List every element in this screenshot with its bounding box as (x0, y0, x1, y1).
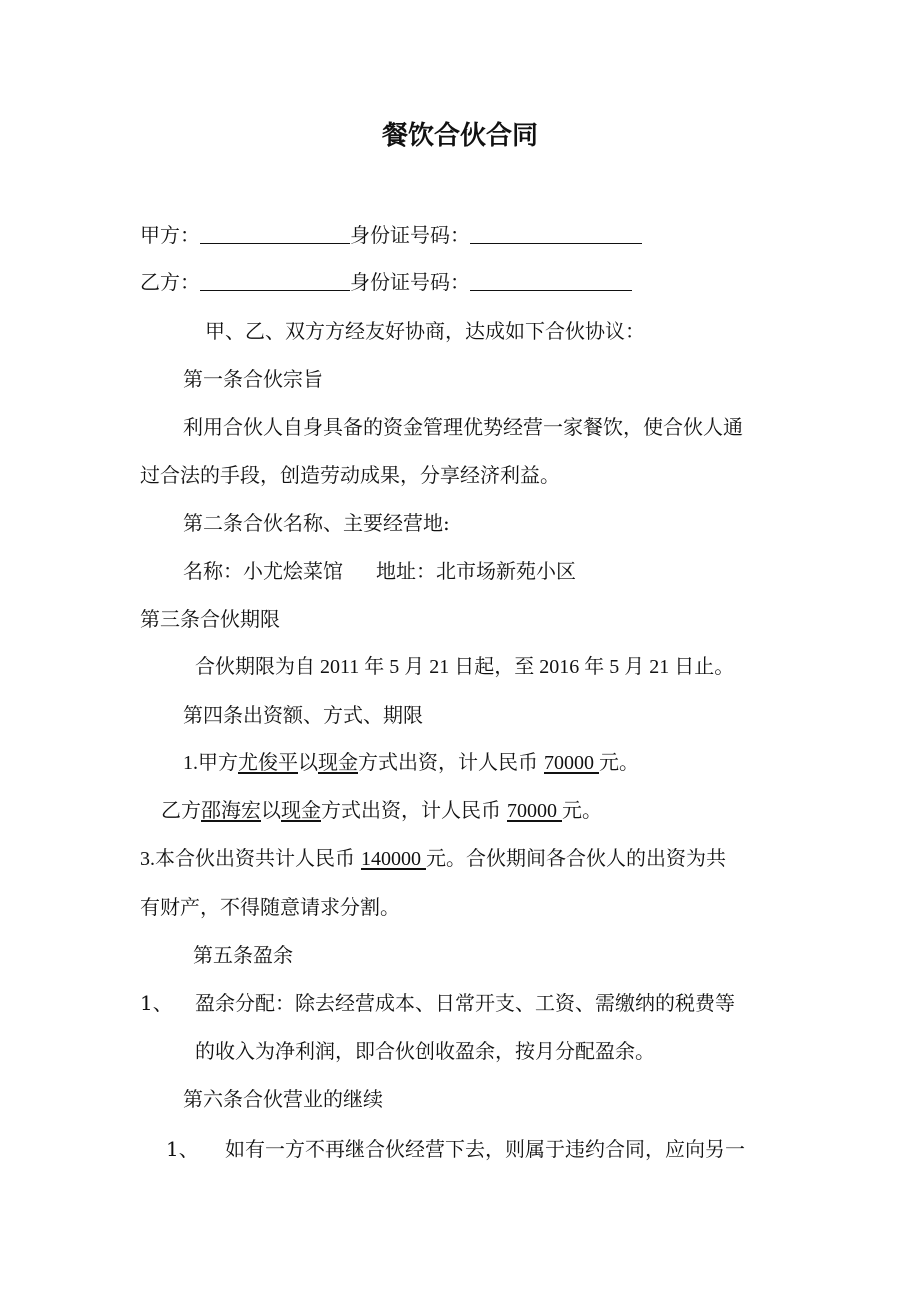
party-b-line (140, 270, 632, 294)
item-1-connector: 以 (298, 752, 318, 774)
party-b-id-blank (470, 270, 632, 291)
party-a-contribution-amount: 70000 (544, 752, 599, 774)
party-a-id-label: 身份证号码： (350, 223, 470, 247)
item-2-connector: 以 (261, 800, 281, 822)
business-address-label: 地址： (376, 559, 436, 583)
article-5-item-1-number: 1、 (140, 991, 173, 1015)
article-4-item-3-line1 (140, 847, 726, 871)
party-a-line (140, 223, 642, 247)
item-1-prefix: 1.甲方 (183, 752, 238, 774)
item-2-mid-text: 方式出资，计人民币 (321, 800, 501, 822)
party-a-contribution-method: 现金 (318, 752, 358, 774)
business-name-value: 小尤烩菜馆 (243, 559, 343, 583)
article-6-item-1-number: 1、 (166, 1137, 199, 1161)
article-3-text: 合伙期限为自 2011 年 5 月 21 日起，至 2016 年 5 月 21 日止。 (195, 656, 735, 678)
party-b-partner-name: 邵海宏 (201, 800, 261, 822)
article-1-heading: 第一条合伙宗旨 (183, 367, 323, 391)
total-contribution-amount: 140000 (361, 848, 426, 870)
article-1-text-line1: 利用合伙人自身具备的资金管理优势经营一家餐饮，使合伙人通 (183, 415, 743, 439)
business-name-label: 名称： (183, 559, 243, 583)
item-2-suffix: 元。 (562, 800, 602, 822)
article-3-heading: 第三条合伙期限 (140, 607, 280, 631)
article-1-text-line2: 过合法的手段，创造劳动成果，分享经济利益。 (140, 463, 560, 487)
party-a-id-blank (470, 223, 642, 244)
article-4-item-1 (183, 751, 639, 775)
intro-paragraph: 甲、乙、双方方经友好协商，达成如下合伙协议： (205, 319, 645, 343)
item-1-mid-text: 方式出资，计人民币 (358, 752, 538, 774)
item-3-suffix: 元。合伙期间各合伙人的出资为共 (426, 848, 726, 870)
article-5-item-1-line2: 的收入为净利润，即合伙创收盈余，按月分配盈余。 (195, 1039, 655, 1063)
article-6-item-1-line1: 如有一方不再继合伙经营下去，则属于违约合同，应向另一 (225, 1137, 745, 1161)
article-5-heading: 第五条盈余 (193, 943, 293, 967)
article-4-item-2 (161, 799, 602, 823)
item-2-prefix: 乙方 (161, 800, 201, 822)
party-b-contribution-amount: 70000 (507, 800, 562, 822)
party-b-id-label: 身份证号码： (350, 270, 470, 294)
article-2-heading: 第二条合伙名称、主要经营地: (183, 511, 450, 535)
article-6-heading: 第六条合伙营业的继续 (183, 1087, 383, 1111)
document-title: 餐饮合伙合同 (381, 121, 538, 151)
party-b-name-blank (200, 270, 350, 291)
article-2-details (183, 559, 576, 583)
party-b-label: 乙方： (140, 270, 200, 294)
article-5-item-1-line1: 盈余分配：除去经营成本、日常开支、工资、需缴纳的税费等 (195, 991, 735, 1015)
article-4-heading: 第四条出资额、方式、期限 (183, 703, 423, 727)
business-address-value: 北市场新苑小区 (436, 559, 576, 583)
item-3-prefix: 3.本合伙出资共计人民币 (140, 848, 355, 870)
party-a-partner-name: 尤俊平 (238, 752, 298, 774)
party-a-name-blank (200, 223, 350, 244)
article-4-item-3-line2: 有财产，不得随意请求分割。 (140, 895, 400, 919)
item-1-suffix: 元。 (599, 752, 639, 774)
party-b-contribution-method: 现金 (281, 800, 321, 822)
party-a-label: 甲方： (140, 223, 200, 247)
